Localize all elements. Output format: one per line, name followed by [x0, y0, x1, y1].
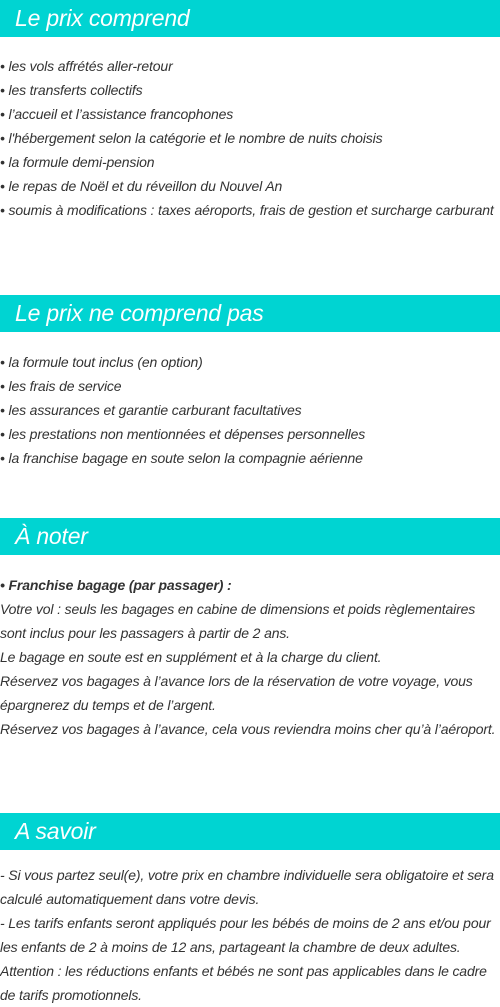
section-title: Le prix comprend — [15, 5, 190, 31]
list-item: • la formule demi-pension — [0, 154, 155, 170]
section-body — [0, 332, 500, 470]
paragraph: Attention : les réductions enfants et bébés ne sont pas applicables dans le cadre de tarifs promotionnels. — [0, 963, 487, 1003]
notes-heading — [0, 573, 500, 597]
paragraph: - Les tarifs enfants seront appliqués pour les bébés de moins de 2 ans et/ou pour les enfants de 2 à moins de 12 ans, partageant la chambre de deux adultes. — [0, 915, 491, 955]
section-header — [0, 0, 500, 37]
list-item: • l'hébergement selon la catégorie et le nombre de nuits choisis — [0, 130, 383, 146]
paragraph: Le bagage en soute est en supplément et à la charge du client. — [0, 649, 382, 665]
section-body — [0, 37, 500, 222]
baggage-allowance-heading: • Franchise bagage (par passager) : — [0, 577, 232, 593]
section-title: A savoir — [15, 818, 96, 844]
section-price-includes — [0, 0, 500, 222]
section-body — [0, 555, 500, 741]
section-header — [0, 295, 500, 332]
paragraph: Réservez vos bagages à l’avance lors de la réservation de votre voyage, vous épargnerez du temps et de l’argent. — [0, 673, 473, 713]
list-item: • la franchise bagage en soute selon la compagnie aérienne — [0, 450, 363, 466]
list-item: • les prestations non mentionnées et dépenses personnelles — [0, 426, 366, 442]
section-body — [0, 850, 500, 1007]
paragraph: Réservez vos bagages à l’avance, cela vous reviendra moins cher qu’à l’aéroport. — [0, 721, 496, 737]
list-item: • les frais de service — [0, 378, 122, 394]
paragraph: Votre vol : seuls les bagages en cabine de dimensions et poids règlementaires sont inclus pour les passagers à partir de 2 ans. — [0, 601, 476, 641]
section-notes — [0, 518, 500, 741]
list-item: • soumis à modifications : taxes aéroports, frais de gestion et surcharge carburant — [0, 202, 494, 218]
section-price-excludes — [0, 295, 500, 470]
section-header — [0, 813, 500, 850]
section-title: À noter — [15, 523, 88, 549]
list-item: • la formule tout inclus (en option) — [0, 354, 203, 370]
list-item: • les assurances et garantie carburant facultatives — [0, 402, 302, 418]
list-item: • le repas de Noël et du réveillon du Nouvel An — [0, 178, 283, 194]
list-item: • l’accueil et l’assistance francophones — [0, 106, 234, 122]
paragraph: - Si vous partez seul(e), votre prix en chambre individuelle sera obligatoire et sera calculé automatiquement dans votre devis. — [0, 867, 494, 907]
section-header — [0, 518, 500, 555]
list-item: • les vols affrétés aller-retour — [0, 58, 173, 74]
list-item: • les transferts collectifs — [0, 82, 143, 98]
section-good-to-know — [0, 813, 500, 1007]
section-title: Le prix ne comprend pas — [15, 300, 264, 326]
